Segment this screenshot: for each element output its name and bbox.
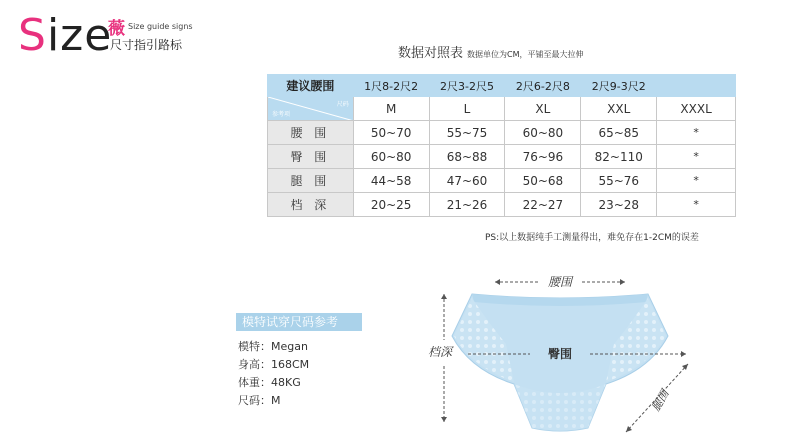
crotch-arrow-top <box>441 294 447 299</box>
waist-value: 2尺6-2尺8 <box>505 75 581 97</box>
size-label: M <box>353 97 429 121</box>
table-cell: 55~76 <box>581 169 657 193</box>
suggested-waist-row <box>268 75 736 97</box>
table-cell: 55~75 <box>429 121 505 145</box>
waist-value: 1尺8-2尺2 <box>353 75 429 97</box>
diag-size-label: 尺码 <box>336 101 349 108</box>
size-label: L <box>429 97 505 121</box>
hip-arrow-right <box>681 351 686 357</box>
waist-value: 2尺3-2尺5 <box>429 75 505 97</box>
model-info <box>238 338 309 410</box>
logo-chinese-subtitle: 尺寸指引路标 <box>110 38 183 52</box>
table-cell: 50~70 <box>353 121 429 145</box>
model-size-line: 尺码：M <box>238 394 281 407</box>
brand-logo <box>18 8 218 68</box>
waist-arrow-right <box>620 279 625 285</box>
table-row <box>268 121 736 145</box>
underwear-illustration <box>410 262 710 438</box>
model-weight-line: 体重：48KG <box>238 376 301 389</box>
size-label: XXXL <box>657 97 736 121</box>
table-cell: * <box>657 145 736 169</box>
waist-value <box>657 75 736 97</box>
table-row <box>268 145 736 169</box>
row-label: 腿 围 <box>268 169 354 193</box>
diagonal-header-cell <box>268 97 354 121</box>
table-cell: 60~80 <box>353 145 429 169</box>
model-reference-heading: 模特试穿尺码参考 <box>236 313 362 331</box>
table-row <box>268 193 736 217</box>
table-cell: 20~25 <box>353 193 429 217</box>
table-cell: 60~80 <box>505 121 581 145</box>
waist-value: 2尺9-3尺2 <box>581 75 657 97</box>
leg-label: 腿围 <box>649 387 672 414</box>
row-label: 臀 围 <box>268 145 354 169</box>
table-cell: 68~88 <box>429 145 505 169</box>
table-title: 数据对照表 数据单位为CM，平铺至最大拉伸 <box>398 46 584 61</box>
hip-label: 臀围 <box>547 347 573 361</box>
crotch-label: 档深 <box>427 345 453 359</box>
model-height-line: 身高：168CM <box>238 358 310 371</box>
table-cell: * <box>657 121 736 145</box>
table-cell: 65~85 <box>581 121 657 145</box>
crotch-arrow-bottom <box>441 417 447 422</box>
table-cell: 21~26 <box>429 193 505 217</box>
table-cell: 50~68 <box>505 169 581 193</box>
size-chart-table <box>267 74 736 217</box>
model-name-line: 模特：Megan <box>238 340 308 353</box>
size-header-row <box>268 97 736 121</box>
size-label: XXL <box>581 97 657 121</box>
table-cell: 44~58 <box>353 169 429 193</box>
size-label: XL <box>505 97 581 121</box>
logo-wei-char: 薇 <box>108 19 125 39</box>
waist-header: 建议腰围 <box>268 75 354 97</box>
logo-english-subtitle: Size guide signs <box>128 22 193 31</box>
table-cell: 22~27 <box>505 193 581 217</box>
table-cell: * <box>657 193 736 217</box>
table-cell: 47~60 <box>429 169 505 193</box>
logo-size-text: Size <box>18 10 113 61</box>
waist-label: 腰围 <box>547 275 573 289</box>
row-label: 腰 围 <box>268 121 354 145</box>
table-cell: 76~96 <box>505 145 581 169</box>
leg-arrow-bottom <box>626 426 632 432</box>
row-label: 档 深 <box>268 193 354 217</box>
table-row <box>268 169 736 193</box>
measurement-disclaimer: PS:以上数据纯手工测量得出，难免存在1-2CM的误差 <box>485 233 699 243</box>
diag-ref-label: 参考项 <box>272 111 291 118</box>
table-cell: 23~28 <box>581 193 657 217</box>
unit-note: 数据单位为CM，平铺至最大拉伸 <box>467 50 584 59</box>
waist-arrow-left <box>495 279 500 285</box>
table-cell: * <box>657 169 736 193</box>
table-cell: 82~110 <box>581 145 657 169</box>
